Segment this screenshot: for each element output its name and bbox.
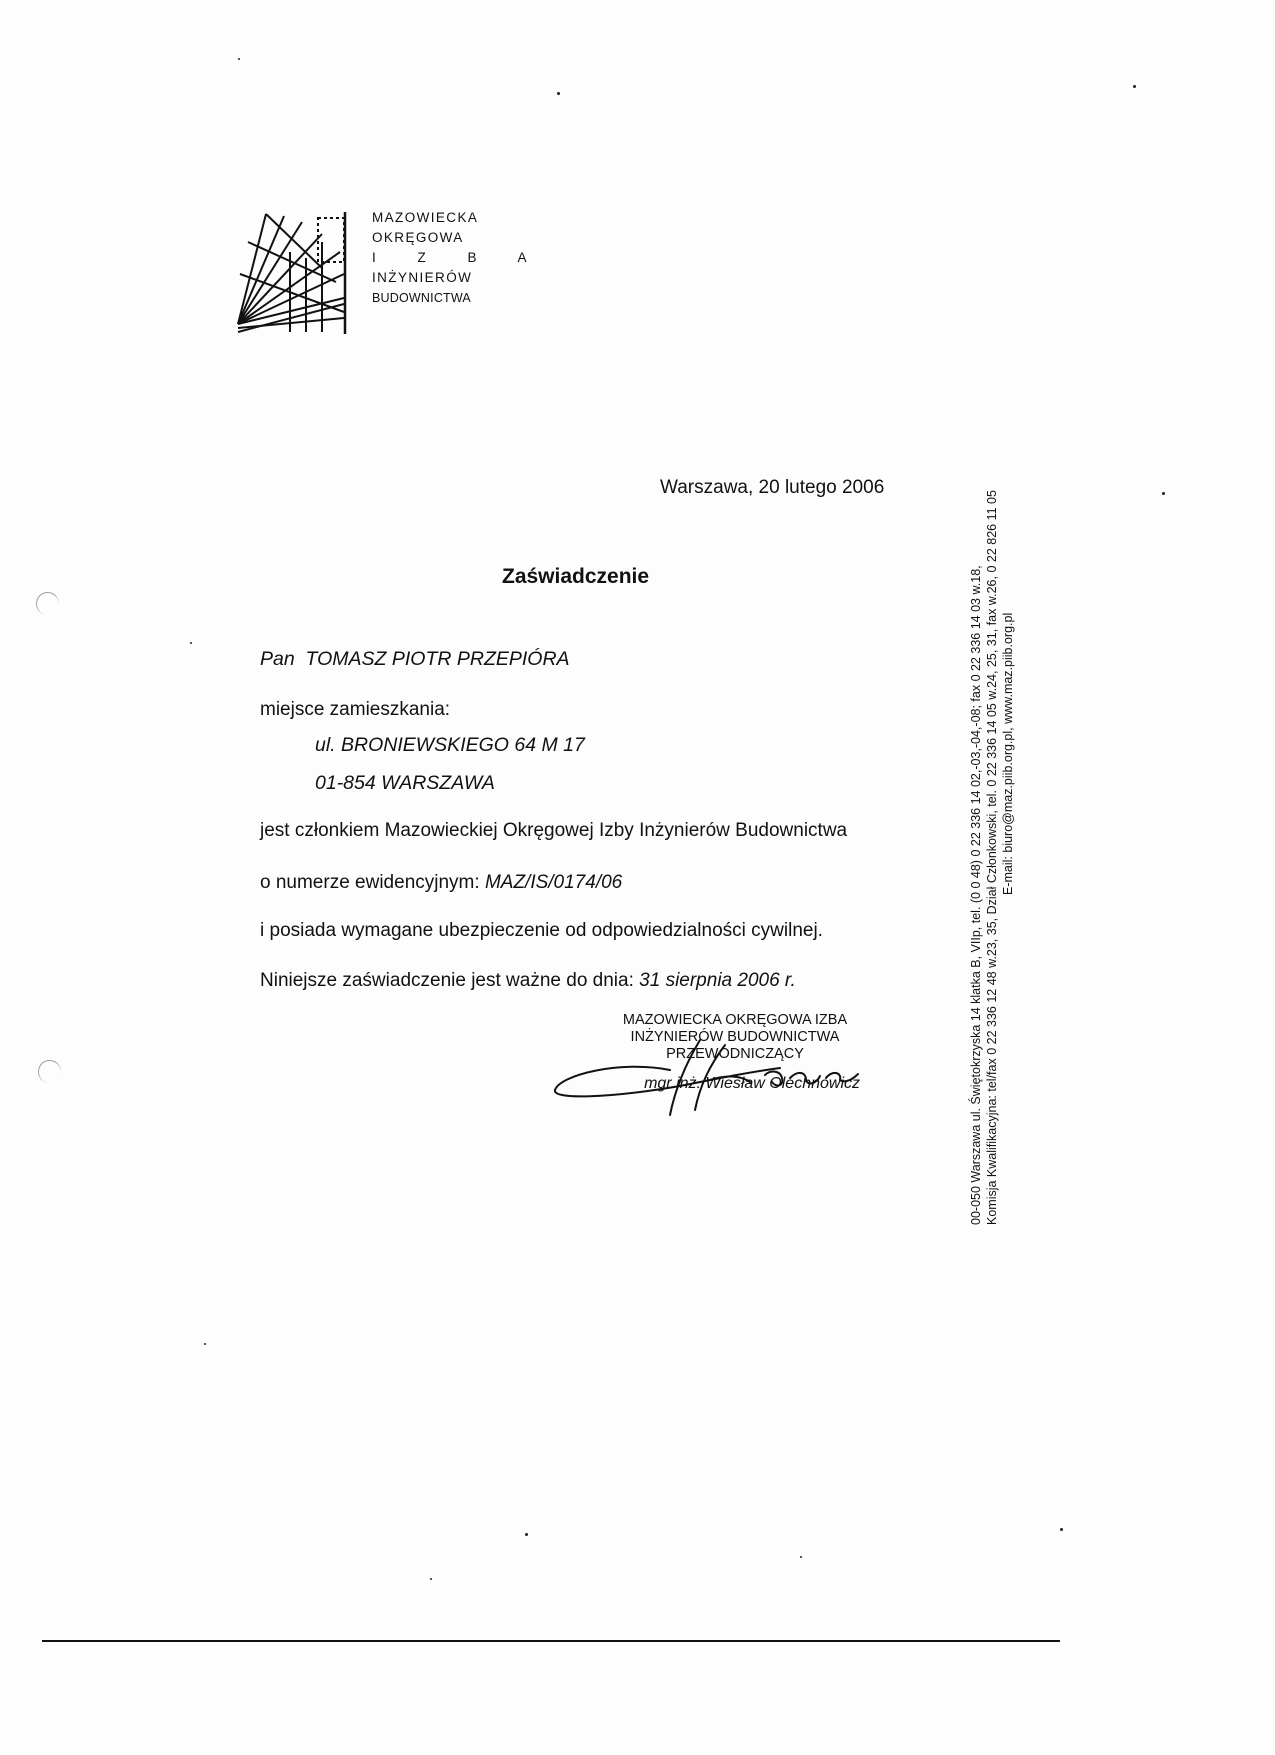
validity-date: 31 sierpnia 2006 r. bbox=[639, 970, 796, 991]
contact-line-email: E-mail: biuro@maz.piib.org.pl, www.maz.piib.org.pl bbox=[1001, 612, 1015, 895]
organization-logo bbox=[236, 212, 348, 334]
contact-line-commission: Komisja Kwalifikacyjna: tel/fax 0 22 336 12 48 w.23, 35, Dział Członkowski, tel. 0 22 336 14 05 w.24, 25, 31, fax w.26, 0 22 826 11 05 bbox=[985, 490, 999, 1225]
residence-label: miejsce zamieszkania: bbox=[260, 699, 451, 720]
registration-line bbox=[260, 872, 622, 894]
registration-prefix: o numerze ewidencyjnym: bbox=[260, 872, 480, 893]
contact-info-sidebar bbox=[968, 225, 1028, 1225]
org-name-line-1: MAZOWIECKA bbox=[372, 210, 479, 225]
scan-speck bbox=[1162, 492, 1165, 495]
punch-hole-mark bbox=[34, 590, 61, 617]
membership-statement: jest członkiem Mazowieckiej Okręgowej Izby Inżynierów Budownictwa bbox=[260, 820, 848, 841]
recipient-line bbox=[260, 648, 570, 671]
org-name-line-5: BUDOWNICTWA bbox=[372, 291, 471, 305]
document-title: Zaświadczenie bbox=[502, 565, 650, 588]
org-name-line-2: OKRĘGOWA bbox=[372, 230, 464, 245]
registration-number: MAZ/IS/0174/06 bbox=[484, 872, 623, 893]
stamp-line-3: PRZEWODNICZĄCY bbox=[666, 1046, 804, 1062]
validity-prefix: Niniejsze zaświadczenie jest ważne do dnia: bbox=[260, 970, 634, 991]
insurance-statement: i posiada wymagane ubezpieczenie od odpowiedzialności cywilnej. bbox=[260, 920, 823, 941]
org-name-line-3: I Z B A bbox=[372, 250, 546, 265]
punch-hole-mark bbox=[36, 1058, 63, 1085]
recipient-name: TOMASZ PIOTR PRZEPIÓRA bbox=[305, 648, 570, 670]
address-city: 01-854 WARSZAWA bbox=[315, 772, 495, 794]
scan-speck bbox=[238, 58, 240, 60]
signer-name: mgr inż. Wiesław Olechnowicz bbox=[644, 1075, 860, 1092]
scan-speck bbox=[525, 1533, 528, 1536]
scan-speck bbox=[190, 642, 192, 644]
scan-speck bbox=[1133, 85, 1136, 88]
stamp-line-2: INŻYNIERÓW BUDOWNICTWA bbox=[630, 1029, 840, 1045]
letter-date: Warszawa, 20 lutego 2006 bbox=[660, 477, 885, 498]
scan-speck bbox=[1060, 1528, 1063, 1531]
handwritten-signature bbox=[550, 1020, 890, 1120]
org-name-line-4: INŻYNIERÓW bbox=[372, 270, 473, 285]
address-street: ul. BRONIEWSKIEGO 64 M 17 bbox=[315, 734, 585, 756]
recipient-prefix: Pan bbox=[260, 648, 295, 670]
scan-speck bbox=[430, 1578, 432, 1580]
organization-name bbox=[372, 208, 546, 308]
contact-line-address: 00-050 Warszawa ul. Świętokrzyska 14 klatka B, VIIp, tel. (0 0 48) 0 22 336 14 02,-03,-04,-08; fax 0 22 336 14 03 w.18, bbox=[969, 565, 983, 1225]
footer-divider bbox=[42, 1640, 1060, 1642]
stamp-line-1: MAZOWIECKA OKRĘGOWA IZBA bbox=[622, 1012, 848, 1028]
validity-line bbox=[260, 970, 796, 992]
scan-speck bbox=[557, 92, 560, 95]
scan-speck bbox=[204, 1343, 206, 1345]
scan-speck bbox=[800, 1556, 802, 1558]
